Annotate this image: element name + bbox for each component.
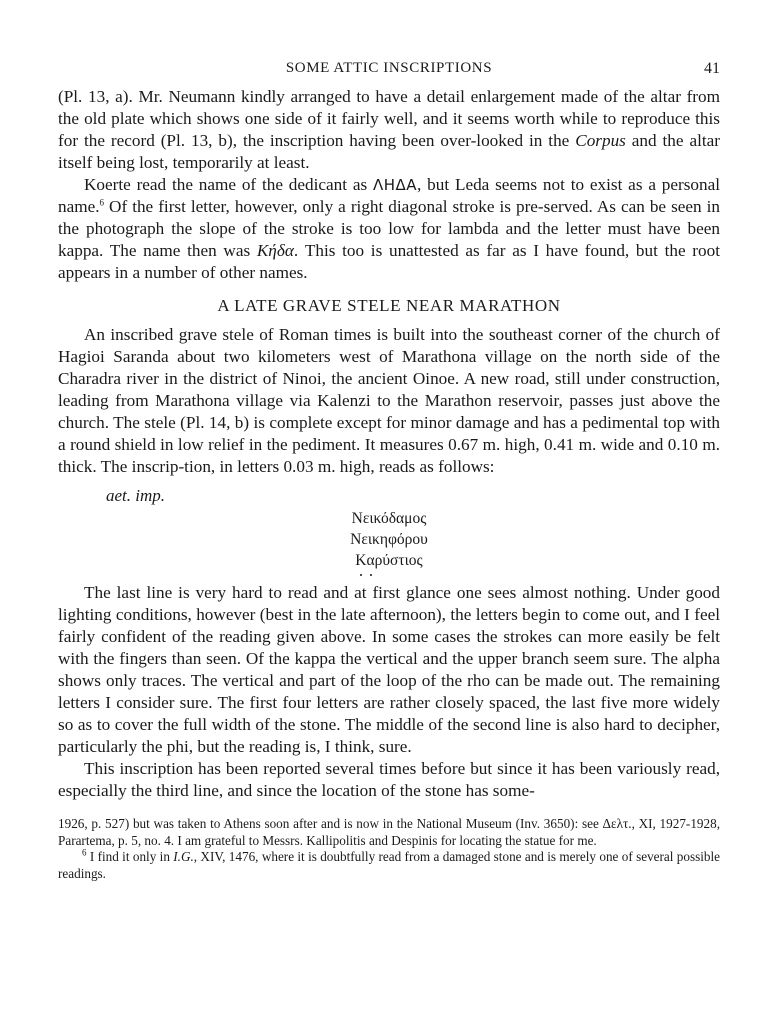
paragraph-stele: An inscribed grave stele of Roman times is built into the southeast corner of the church of Hagioi Saranda about two kilometers west of Marathona village on the north side of the Charadra river in the district of Ninoi, the ancient Oinoe. A new road, still under construction, leading from Marathona village via Kalenzi to the Marathon reservoir, passes just above the church. The stele (Pl. 14, b) is complete except for minor damage and has a pedimental top with a round shield in low relief in the pediment. It measures 0.67 m. high, 0.41 m. wide and 0.10 m. thick. The inscrip-tion, in letters 0.03 m. high, reads as follows: [58,325,720,476]
paragraph-reading: The last line is very hard to read and at first glance one sees almost nothing. Under good lighting conditions, however (best in the late afternoon), the letters begin to come out, and I feel fairly confident of the reading given above. In some cases the strokes can more easily be felt with the fingers than seen. Of the kappa the vertical and the upper branch seem sure. The alpha shows only traces. The vertical and part of the loop of the rho can be made out. The remaining letters I consider sure. The first four letters are rather closely spaced, the last five more widely so as to cover the full width of the stone. The middle of the second line is also hard to decipher, particularly the phi, but the reading is, I think, sure. [58,583,720,756]
greek-leda: ΛΗΔΑ [372,176,418,194]
fn2-text-b: , XIV, 1476, where it is doubtfully read from a damaged stone and is merely one of several possible readings. [58,849,720,881]
line3-rest: ρύστιος [374,552,423,569]
corpus-italic: Corpus [575,131,626,150]
inscription-line-1: Νεικόδαμος [351,510,427,527]
page [58,60,720,882]
section-heading: A LATE GRAVE STELE NEAR MARATHON [217,296,561,315]
footnote-6 [58,849,720,882]
paragraph-reported: This inscription has been reported several times before but since it has been variously read, especially the third line, and since the location of the stone has some- [58,759,720,800]
footnote-6-number: 6 [82,847,87,858]
p2-text-c: Of the first letter, however, only a right diagonal stroke is pre-served. As can be seen in the photograph the slope of the stroke is too low for lambda and the letter must have been kappa. The name then was [58,197,720,260]
inscription-line-2: Νεικηφόρου [350,531,428,548]
dotted-kappa: Κ [355,552,367,569]
p2-text-d: . This too is unattested as far as I have found, but the root appears in a number of other names. [58,241,720,282]
inscription-lines [58,508,720,571]
paragraph-koerte [58,174,720,284]
fn1-delt: Δελτ. [602,816,632,831]
page-number: 41 [704,60,720,77]
footnotes [58,816,720,882]
p1-text-b: and the altar itself being lost, temporarily at least. [58,131,720,172]
inscription-line-3 [58,550,720,571]
paragraph-pl13 [58,86,720,174]
greek-keda: Κήδα [256,241,294,260]
fn1-text-a: 1926, p. 527) but was taken to Athens soon after and is now in the National Museum (Inv. 3650): see [58,816,603,831]
fn2-ig: I.G. [173,849,194,864]
dotted-alpha: α [366,552,375,569]
p1-text-a: (Pl. 13, a). Mr. Neumann kindly arranged to have a detail enlargement made of the altar from the old plate which shows one side of it fairly well, and it seems worth while to reproduce this for the record (Pl. 13, b), the inscription having been over-looked in the [58,87,720,150]
footnote-continued [58,816,720,849]
running-title: SOME ATTIC INSCRIPTIONS [285,60,493,76]
running-head [58,60,720,86]
footnote-ref-6[interactable]: 6 [99,197,105,208]
aet-imp-label: aet. imp. [106,486,166,505]
fn2-text-a: I find it only in [86,849,174,864]
fn1-text-b: , XI, 1927-1928, Parartema, p. 5, no. 4. I am grateful to Messrs. Kallipolitis and Despinis for locating the statue for me. [58,816,720,848]
body-text [58,86,720,802]
inscription-block [58,486,720,572]
p2-text-a: Koerte read the name of the dedicant as [84,175,373,194]
p2-text-b: , but Leda seems not to exist as a personal name. [58,175,720,216]
